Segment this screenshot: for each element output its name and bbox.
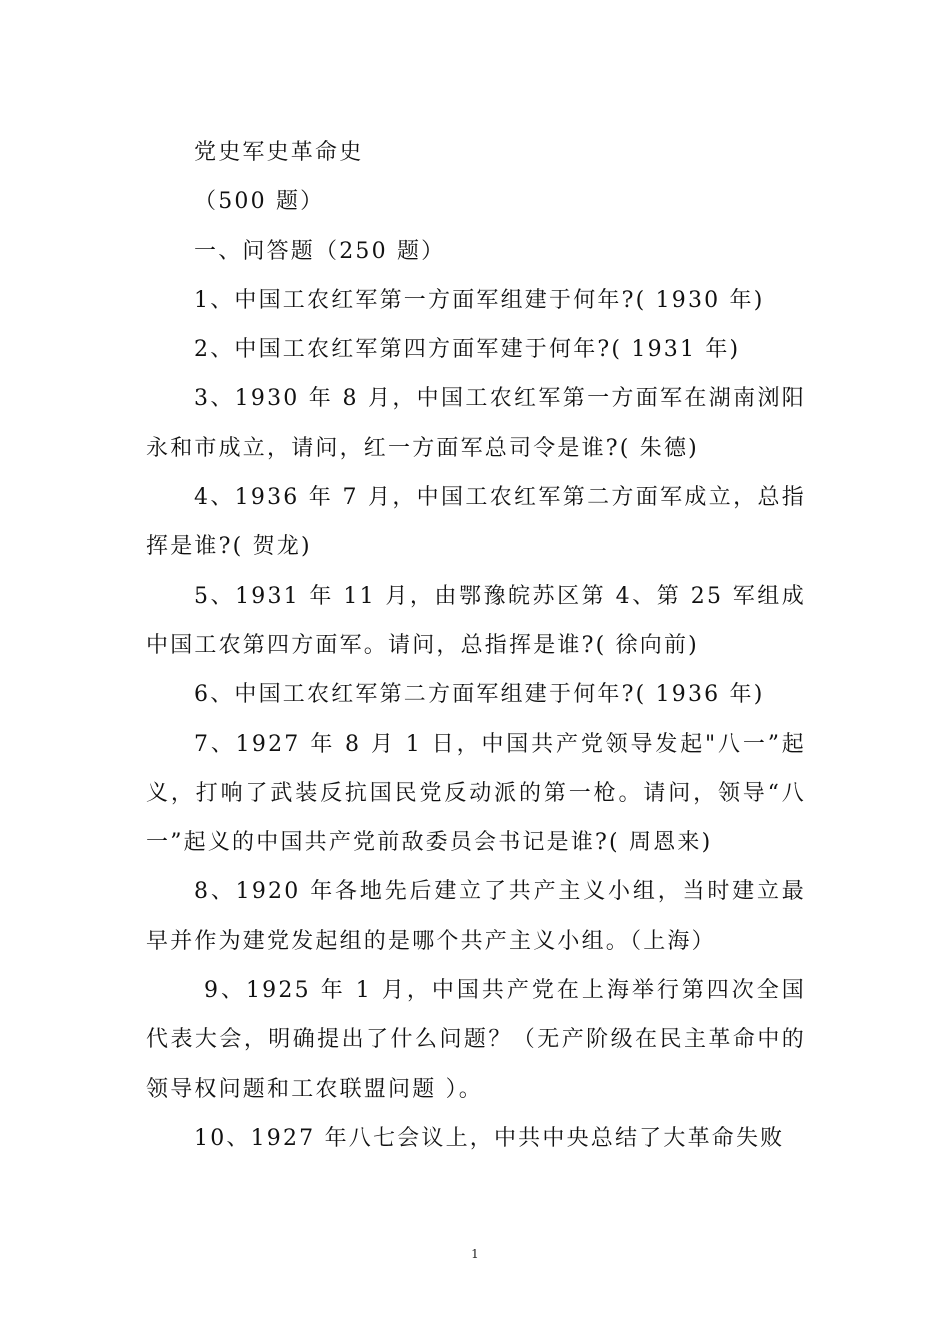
question-6: 6、中国工农红军第二方面军组建于何年?( 1936 年) bbox=[194, 682, 765, 708]
question-3: 3、1930 年 8 月，中国工农红军第一方面军在湖南浏阳永和市成立，请问，红一方面军总司令是谁?( 朱德) bbox=[146, 386, 806, 461]
question-5: 5、1931 年 11 月，由鄂豫皖苏区第 4、第 25 军组成中国工农第四方面军。请问，总指挥是谁?( 徐向前) bbox=[146, 583, 806, 658]
question-1: 1、中国工农红军第一方面军组建于何年?( 1930 年) bbox=[194, 287, 765, 313]
question-10: 10、1927 年八七会议上，中共中央总结了大革命失败 bbox=[194, 1125, 785, 1151]
document-title: 党史军史革命史 bbox=[194, 140, 364, 165]
question-8: 8、1920 年各地先后建立了共产主义小组，当时建立最早并作为建党发起组的是哪个共产主义小组。（上海） bbox=[146, 879, 806, 954]
question-4: 4、1936 年 7 月，中国工农红军第二方面军成立，总指挥是谁?( 贺龙) bbox=[146, 485, 806, 560]
question-2: 2、中国工农红军第四方面军建于何年?( 1931 年) bbox=[194, 337, 741, 363]
question-7: 7、1927 年 8 月 1 日，中国共产党领导发起"八一”起义，打响了武装反抗国民党反动派的第一枪。请问，领导“八一”起义的中国共产党前敌委员会书记是谁?( 周恩来) bbox=[146, 731, 806, 856]
document-subtitle: （500 题） bbox=[194, 189, 325, 215]
page-number: 1 bbox=[471, 1247, 479, 1261]
question-9: 9、1925 年 1 月，中国共产党在上海举行第四次全国代表大会，明确提出了什么问题？（无产阶级在民主革命中的领导权问题和工农联盟问题 ）。 bbox=[146, 978, 806, 1102]
document-body bbox=[146, 128, 806, 1163]
section-heading: 一、问答题（250 题） bbox=[194, 238, 446, 264]
